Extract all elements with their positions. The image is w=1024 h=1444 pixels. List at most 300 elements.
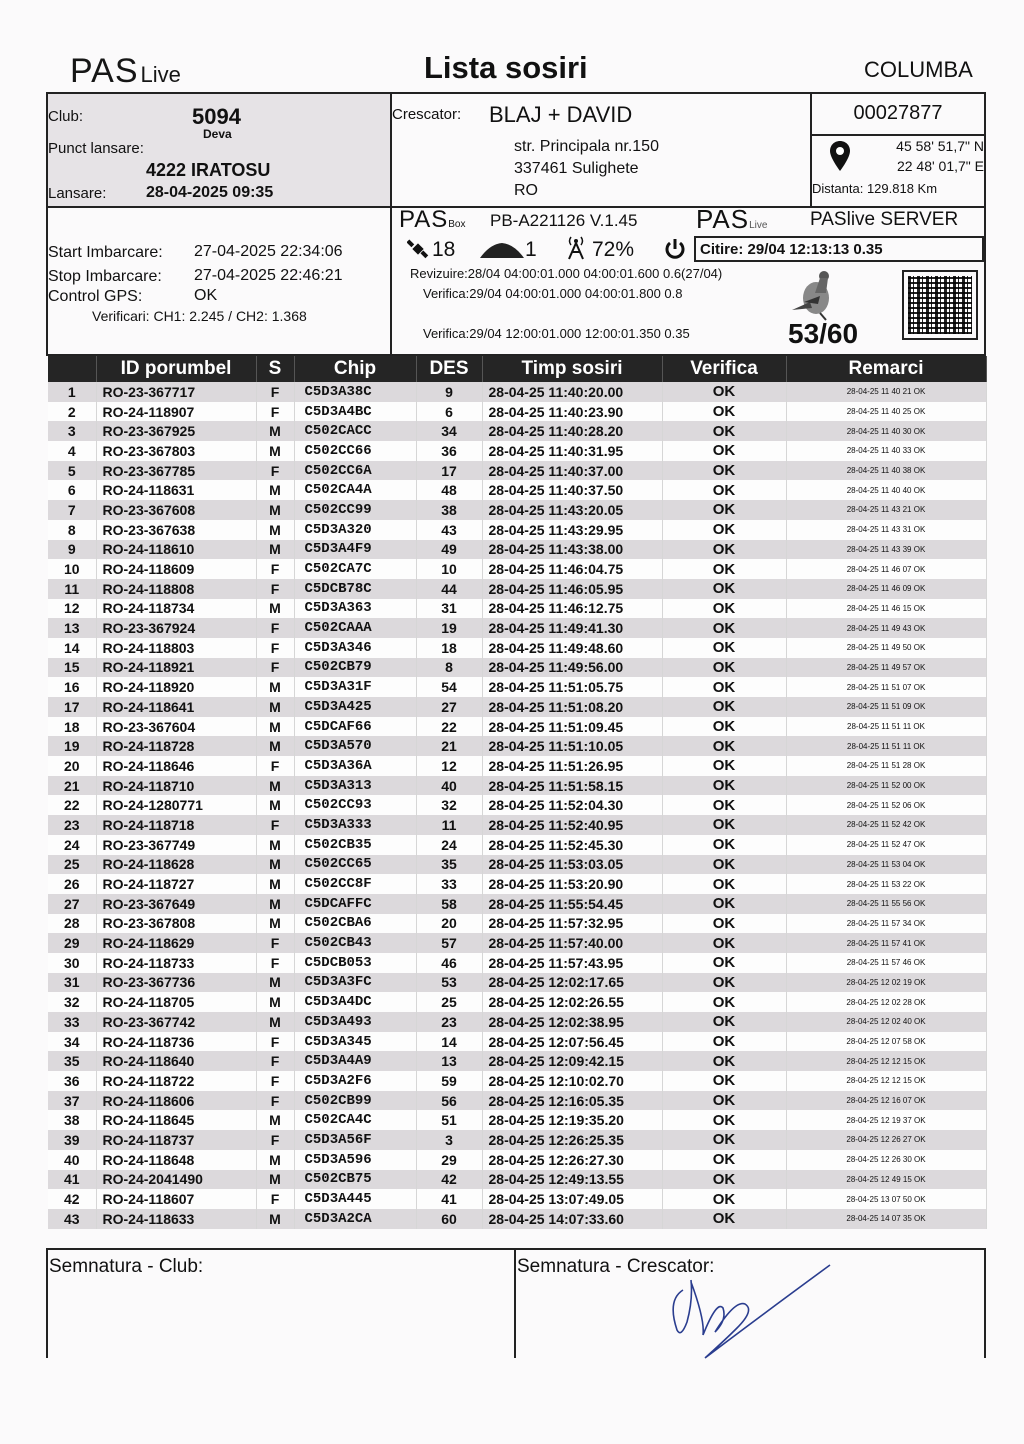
table-row (48, 756, 986, 776)
chip-id: C5D3A445 (294, 1189, 416, 1209)
server-logo-main: PAS (696, 204, 750, 234)
pigeon-id: RO-24-118646 (96, 756, 256, 776)
chip-id: C502CAAA (294, 618, 416, 638)
sex: M (256, 520, 294, 540)
chip-id: C5D3A56F (294, 1130, 416, 1150)
row-index: 32 (48, 992, 96, 1012)
club-panel (48, 94, 392, 208)
des-value: 17 (416, 461, 482, 481)
sex: M (256, 914, 294, 934)
check-status: OK (662, 540, 786, 560)
table-row (48, 658, 986, 678)
sex: F (256, 559, 294, 579)
row-index: 34 (48, 1032, 96, 1052)
table-row (48, 638, 986, 658)
check-status: OK (662, 500, 786, 520)
table-row (48, 874, 986, 894)
arrival-time: 28-04-25 11:49:56.00 (482, 658, 662, 678)
row-index: 28 (48, 914, 96, 934)
row-index: 20 (48, 756, 96, 776)
sex: M (256, 717, 294, 737)
des-value: 48 (416, 480, 482, 500)
remarks: 28-04-25 11 53 04 OK (786, 855, 986, 875)
server-name: PASlive SERVER (810, 209, 959, 230)
chip-id: C502CC93 (294, 795, 416, 815)
breeder-name: BLAJ + DAVID (489, 102, 633, 127)
table-row (48, 1032, 986, 1052)
antenna-dome-icon (480, 242, 524, 258)
des-value: 51 (416, 1110, 482, 1130)
row-index: 10 (48, 559, 96, 579)
des-value: 22 (416, 717, 482, 737)
sex: F (256, 638, 294, 658)
check-status: OK (662, 382, 786, 402)
check-status: OK (662, 756, 786, 776)
arrival-time: 28-04-25 11:40:20.00 (482, 382, 662, 402)
row-index: 21 (48, 776, 96, 796)
arrival-time: 28-04-25 11:57:43.95 (482, 953, 662, 973)
club-number: 5094 (192, 104, 241, 129)
des-value: 19 (416, 618, 482, 638)
table-row (48, 835, 986, 855)
sex: M (256, 1170, 294, 1190)
row-index: 38 (48, 1110, 96, 1130)
pigeon-id: RO-23-367717 (96, 382, 256, 402)
des-value: 6 (416, 402, 482, 422)
pigeon-id: RO-23-367736 (96, 973, 256, 993)
row-index: 18 (48, 717, 96, 737)
club-signature-label: Semnatura - Club: (49, 1256, 204, 1277)
chip-id: C5D3A36A (294, 756, 416, 776)
des-value: 46 (416, 953, 482, 973)
sex: F (256, 815, 294, 835)
remarks: 28-04-25 12 12 15 OK (786, 1071, 986, 1091)
arrival-time: 28-04-25 11:51:26.95 (482, 756, 662, 776)
sex: M (256, 894, 294, 914)
check-status: OK (662, 658, 786, 678)
des-value: 20 (416, 914, 482, 934)
pigeon-id: RO-24-118907 (96, 402, 256, 422)
remarks: 28-04-25 11 57 34 OK (786, 914, 986, 934)
des-value: 40 (416, 776, 482, 796)
des-value: 31 (416, 599, 482, 619)
club-city: Deva (203, 127, 232, 141)
qr-code-icon (908, 276, 972, 334)
pigeon-id: RO-24-118641 (96, 697, 256, 717)
table-row (48, 402, 986, 422)
table-row (48, 441, 986, 461)
check-status: OK (662, 933, 786, 953)
sex: M (256, 776, 294, 796)
col-header-check: Verifica (662, 356, 786, 382)
arrival-time: 28-04-25 11:57:32.95 (482, 914, 662, 934)
pasbox-logo-main: PAS (399, 206, 449, 233)
chip-id: C5D3A4A9 (294, 1051, 416, 1071)
check-status: OK (662, 1032, 786, 1052)
table-row (48, 382, 986, 402)
des-value: 33 (416, 874, 482, 894)
sex: M (256, 599, 294, 619)
pigeon-id: RO-23-367749 (96, 835, 256, 855)
row-index: 1 (48, 382, 96, 402)
des-value: 54 (416, 677, 482, 697)
sex: M (256, 697, 294, 717)
table-row (48, 500, 986, 520)
row-index: 14 (48, 638, 96, 658)
col-header-remarks: Remarci (786, 356, 986, 382)
row-index: 8 (48, 520, 96, 540)
sex: F (256, 382, 294, 402)
arrivals-table-wrap (48, 356, 987, 1229)
pigeon-id: RO-24-118633 (96, 1209, 256, 1229)
table-row (48, 1071, 986, 1091)
table-row (48, 953, 986, 973)
breeder-label: Crescator: (392, 106, 462, 123)
sex: F (256, 933, 294, 953)
check-status: OK (662, 973, 786, 993)
stop-basketing-value: 27-04-2025 22:46:21 (194, 267, 343, 284)
col-header-des: DES (416, 356, 482, 382)
col-header-arrival-time: Timp sosiri (482, 356, 662, 382)
check-status: OK (662, 855, 786, 875)
signature-divider (514, 1248, 516, 1358)
row-index: 42 (48, 1189, 96, 1209)
pigeon-id: RO-24-118737 (96, 1130, 256, 1150)
arrival-time: 28-04-25 11:40:28.20 (482, 421, 662, 441)
remarks: 28-04-25 11 46 09 OK (786, 579, 986, 599)
chip-id: C502CBA6 (294, 914, 416, 934)
arrival-time: 28-04-25 11:46:04.75 (482, 559, 662, 579)
check-status: OK (662, 697, 786, 717)
pigeon-id: RO-24-1280771 (96, 795, 256, 815)
remarks: 28-04-25 11 57 46 OK (786, 953, 986, 973)
des-value: 25 (416, 992, 482, 1012)
remarks: 28-04-25 11 46 15 OK (786, 599, 986, 619)
breeder-id-cell (812, 94, 984, 136)
chip-id: C502CB79 (294, 658, 416, 678)
arrival-time: 28-04-25 11:52:40.95 (482, 815, 662, 835)
des-value: 8 (416, 658, 482, 678)
table-row (48, 540, 986, 560)
row-index: 11 (48, 579, 96, 599)
table-row (48, 1012, 986, 1032)
row-index: 27 (48, 894, 96, 914)
pigeon-id: RO-24-118631 (96, 480, 256, 500)
pigeon-id: RO-24-118609 (96, 559, 256, 579)
col-header-chip: Chip (294, 356, 416, 382)
check-status: OK (662, 717, 786, 737)
signature-right-border (984, 1248, 986, 1358)
row-index: 29 (48, 933, 96, 953)
chip-id: C502CB75 (294, 1170, 416, 1190)
check-status: OK (662, 599, 786, 619)
sex: F (256, 1071, 294, 1091)
pigeon-id: RO-23-367808 (96, 914, 256, 934)
check-status: OK (662, 520, 786, 540)
remarks: 28-04-25 14 07 35 OK (786, 1209, 986, 1229)
pigeon-id: RO-23-367925 (96, 421, 256, 441)
des-value: 60 (416, 1209, 482, 1229)
arrival-time: 28-04-25 11:49:41.30 (482, 618, 662, 638)
remarks: 28-04-25 11 49 50 OK (786, 638, 986, 658)
check-status: OK (662, 795, 786, 815)
arrival-time: 28-04-25 11:53:20.90 (482, 874, 662, 894)
chip-id: C5D3A493 (294, 1012, 416, 1032)
signal-percentage: 72% (592, 238, 635, 261)
chip-id: C502CC99 (294, 500, 416, 520)
arrival-time: 28-04-25 11:49:48.60 (482, 638, 662, 658)
table-row (48, 677, 986, 697)
sex: F (256, 1189, 294, 1209)
arrival-time: 28-04-25 12:02:17.65 (482, 973, 662, 993)
remarks: 28-04-25 12 02 19 OK (786, 973, 986, 993)
table-row (48, 1150, 986, 1170)
latitude: 45 58' 51,7" N (896, 138, 984, 154)
longitude: 22 48' 01,7" E (896, 158, 984, 174)
chip-id: C5D3A425 (294, 697, 416, 717)
remarks: 28-04-25 13 07 50 OK (786, 1189, 986, 1209)
remarks: 28-04-25 12 49 15 OK (786, 1170, 986, 1190)
club-label: Club: (48, 108, 84, 125)
row-index: 41 (48, 1170, 96, 1190)
des-value: 13 (416, 1051, 482, 1071)
des-value: 21 (416, 736, 482, 756)
table-row (48, 480, 986, 500)
pasbox-logo-sub: Box (448, 219, 466, 230)
map-pin-icon (830, 141, 850, 171)
pigeon-id: RO-24-118610 (96, 540, 256, 560)
chip-id: C502CA7C (294, 559, 416, 579)
table-row (48, 697, 986, 717)
chip-id: C502CC65 (294, 855, 416, 875)
arrival-time: 28-04-25 12:02:26.55 (482, 992, 662, 1012)
remarks: 28-04-25 11 52 42 OK (786, 815, 986, 835)
pigeon-id: RO-23-367742 (96, 1012, 256, 1032)
reading-box (694, 236, 984, 262)
check-status: OK (662, 776, 786, 796)
arrival-time: 28-04-25 12:02:38.95 (482, 1012, 662, 1032)
table-row (48, 461, 986, 481)
chip-id: C5DCB78C (294, 579, 416, 599)
table-row (48, 1130, 986, 1150)
organization-name: COLUMBA (864, 57, 973, 82)
check-status: OK (662, 1209, 786, 1229)
signature-left-border (46, 1248, 48, 1358)
chip-id: C5D3A31F (294, 677, 416, 697)
sex: F (256, 756, 294, 776)
chip-id: C5D3A3FC (294, 973, 416, 993)
sex: M (256, 855, 294, 875)
chip-id: C5D3A570 (294, 736, 416, 756)
pigeon-id: RO-24-118727 (96, 874, 256, 894)
revision-line: Revizuire:28/04 04:00:01.000 04:00:01.600 0.6(27/04) (410, 266, 723, 281)
des-value: 18 (416, 638, 482, 658)
remarks: 28-04-25 12 02 28 OK (786, 992, 986, 1012)
check-status: OK (662, 677, 786, 697)
checks-value: Verificari: CH1: 2.245 / CH2: 1.368 (92, 308, 307, 324)
row-index: 5 (48, 461, 96, 481)
check-status: OK (662, 1091, 786, 1111)
pigeon-id: RO-24-118629 (96, 933, 256, 953)
sex: M (256, 441, 294, 461)
sex: M (256, 500, 294, 520)
sex: M (256, 992, 294, 1012)
arrival-time: 28-04-25 11:40:23.90 (482, 402, 662, 422)
sex: M (256, 736, 294, 756)
arrival-time: 28-04-25 12:09:42.15 (482, 1051, 662, 1071)
sex: F (256, 618, 294, 638)
des-value: 44 (416, 579, 482, 599)
reading-value: Citire: 29/04 12:13:13 0.35 (700, 241, 883, 258)
check-status: OK (662, 874, 786, 894)
des-value: 14 (416, 1032, 482, 1052)
row-index: 40 (48, 1150, 96, 1170)
table-row (48, 579, 986, 599)
remarks: 28-04-25 11 51 11 OK (786, 717, 986, 737)
check-status: OK (662, 421, 786, 441)
row-index: 9 (48, 540, 96, 560)
pigeon-id: RO-24-118710 (96, 776, 256, 796)
check-status: OK (662, 618, 786, 638)
arrival-time: 28-04-25 11:55:54.45 (482, 894, 662, 914)
row-index: 35 (48, 1051, 96, 1071)
arrival-time: 28-04-25 12:16:05.35 (482, 1091, 662, 1111)
table-row (48, 992, 986, 1012)
pigeon-id: RO-24-118920 (96, 677, 256, 697)
remarks: 28-04-25 11 43 39 OK (786, 540, 986, 560)
location-panel (812, 136, 984, 208)
arrival-time: 28-04-25 11:51:05.75 (482, 677, 662, 697)
remarks: 28-04-25 11 40 38 OK (786, 461, 986, 481)
arrival-time: 28-04-25 11:43:38.00 (482, 540, 662, 560)
remarks: 28-04-25 12 26 27 OK (786, 1130, 986, 1150)
des-value: 9 (416, 382, 482, 402)
pigeon-id: RO-24-118734 (96, 599, 256, 619)
row-index: 22 (48, 795, 96, 815)
table-row (48, 618, 986, 638)
sex: M (256, 480, 294, 500)
breeder-address-line2: 337461 Sulighete (514, 160, 639, 177)
distance-value: 129.818 Km (866, 181, 938, 196)
arrival-time: 28-04-25 11:40:37.00 (482, 461, 662, 481)
chip-id: C5D3A4BC (294, 402, 416, 422)
chip-id: C502CC66 (294, 441, 416, 461)
table-row (48, 1091, 986, 1111)
remarks: 28-04-25 11 55 56 OK (786, 894, 986, 914)
qr-code-frame[interactable] (902, 270, 978, 340)
pigeon-id: RO-24-118640 (96, 1051, 256, 1071)
chip-id: C5DCAFFC (294, 894, 416, 914)
chip-id: C5D3A313 (294, 776, 416, 796)
pigeon-id: RO-23-367785 (96, 461, 256, 481)
arrival-time: 28-04-25 11:40:37.50 (482, 480, 662, 500)
row-index: 17 (48, 697, 96, 717)
pasbox-logo (399, 206, 465, 234)
arrivals-table (48, 356, 987, 1229)
arrival-count: 53/60 (788, 318, 859, 349)
sex: M (256, 973, 294, 993)
sex: M (256, 795, 294, 815)
remarks: 28-04-25 12 12 15 OK (786, 1051, 986, 1071)
breeder-panel (392, 94, 812, 208)
pigeon-id: RO-24-118628 (96, 855, 256, 875)
table-row (48, 520, 986, 540)
row-index: 36 (48, 1071, 96, 1091)
arrival-time: 28-04-25 12:07:56.45 (482, 1032, 662, 1052)
table-row (48, 717, 986, 737)
gps-control-value: OK (194, 287, 218, 304)
chip-id: C502CA4A (294, 480, 416, 500)
arrival-time: 28-04-25 11:57:40.00 (482, 933, 662, 953)
arrival-time: 28-04-25 11:46:12.75 (482, 599, 662, 619)
remarks: 28-04-25 11 40 33 OK (786, 441, 986, 461)
remarks: 28-04-25 11 43 31 OK (786, 520, 986, 540)
breeder-country: RO (514, 182, 538, 199)
remarks: 28-04-25 11 52 06 OK (786, 795, 986, 815)
table-row (48, 1051, 986, 1071)
check-status: OK (662, 1150, 786, 1170)
chip-id: C5D3A2F6 (294, 1071, 416, 1091)
row-index: 33 (48, 1012, 96, 1032)
sex: F (256, 658, 294, 678)
check-status: OK (662, 1189, 786, 1209)
des-value: 53 (416, 973, 482, 993)
des-value: 42 (416, 1170, 482, 1190)
table-row (48, 973, 986, 993)
server-logo-sub: Live (749, 220, 768, 231)
chip-id: C502CB43 (294, 933, 416, 953)
chip-id: C5D3A320 (294, 520, 416, 540)
arrival-time: 28-04-25 11:46:05.95 (482, 579, 662, 599)
paslive-server-logo (696, 204, 767, 235)
remarks: 28-04-25 11 52 47 OK (786, 835, 986, 855)
des-value: 41 (416, 1189, 482, 1209)
table-row (48, 599, 986, 619)
des-value: 24 (416, 835, 482, 855)
table-row (48, 815, 986, 835)
row-index: 2 (48, 402, 96, 422)
des-value: 27 (416, 697, 482, 717)
paslive-logo (70, 52, 181, 91)
start-basketing-label: Start Imbarcare: (48, 244, 163, 261)
remarks: 28-04-25 11 51 07 OK (786, 677, 986, 697)
row-index: 12 (48, 599, 96, 619)
breeder-address-line1: str. Principala nr.150 (514, 138, 659, 155)
remarks: 28-04-25 11 40 21 OK (786, 382, 986, 402)
signal-tower-icon (564, 234, 588, 260)
box-id: PB-A221126 V.1.45 (490, 211, 638, 230)
antenna-count: 1 (525, 238, 537, 261)
check-line-1: Verifica:29/04 04:00:01.000 04:00:01.800 0.8 (423, 286, 683, 301)
row-index: 13 (48, 618, 96, 638)
arrival-time: 28-04-25 12:49:13.55 (482, 1170, 662, 1190)
chip-id: C5D3A2CA (294, 1209, 416, 1229)
row-index: 7 (48, 500, 96, 520)
remarks: 28-04-25 11 40 30 OK (786, 421, 986, 441)
row-index: 3 (48, 421, 96, 441)
pigeon-id: RO-23-367604 (96, 717, 256, 737)
satellite-count: 18 (432, 238, 456, 261)
remarks: 28-04-25 12 19 37 OK (786, 1110, 986, 1130)
chip-id: C502CC8F (294, 874, 416, 894)
pigeon-id: RO-23-367638 (96, 520, 256, 540)
col-header-sex: S (256, 356, 294, 382)
remarks: 28-04-25 11 53 22 OK (786, 874, 986, 894)
pigeon-id: RO-24-118722 (96, 1071, 256, 1091)
arrival-time: 28-04-25 12:26:27.30 (482, 1150, 662, 1170)
arrival-time: 28-04-25 11:51:10.05 (482, 736, 662, 756)
row-index: 30 (48, 953, 96, 973)
